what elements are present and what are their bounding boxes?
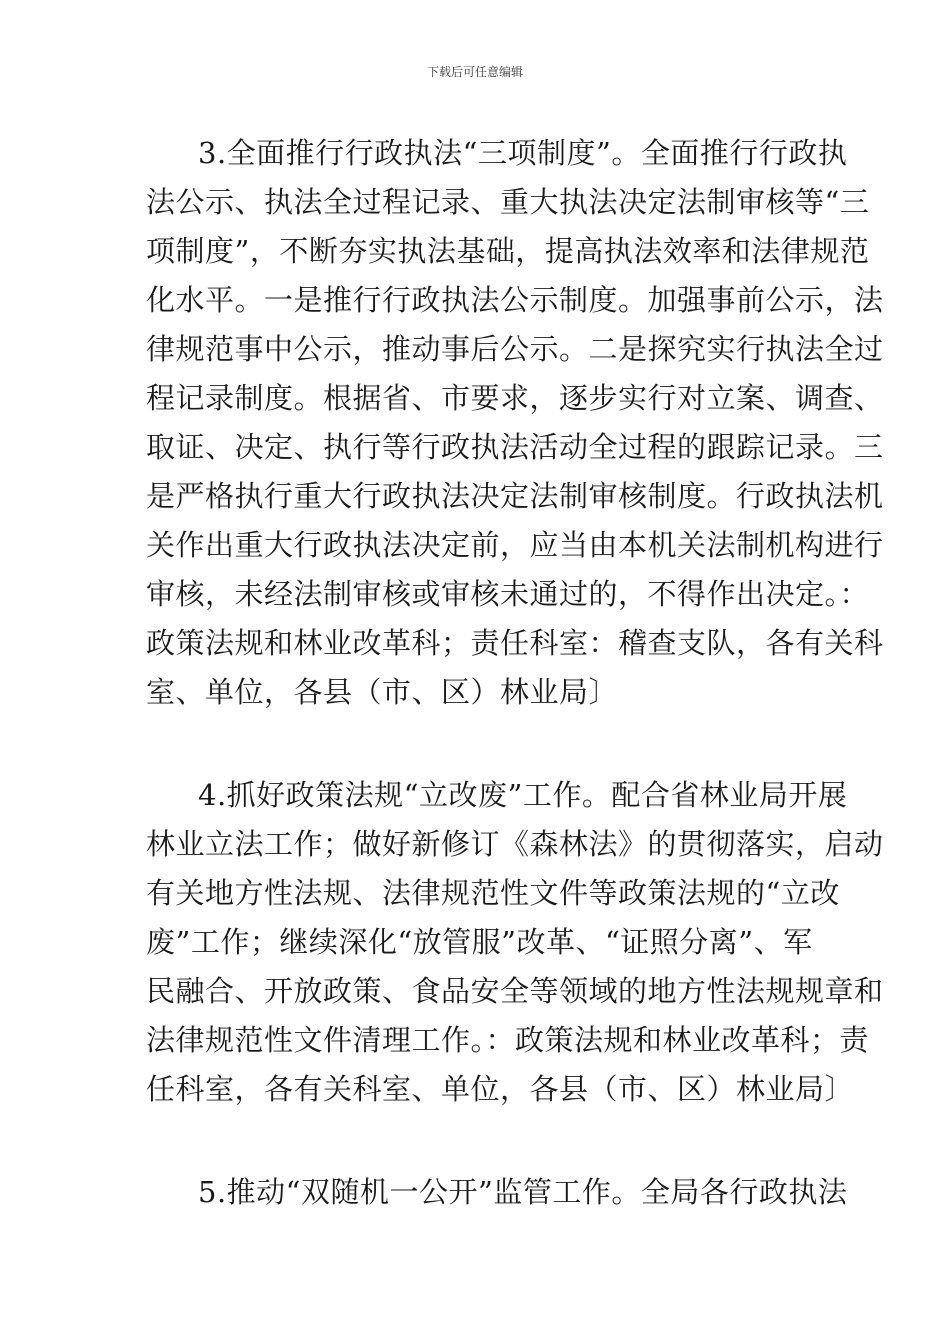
paragraph-3-line-3: 项制度”，不断夯实执法基础，提高执法效率和法律规范 bbox=[146, 234, 870, 268]
paragraph-3-line-8: 是严格执行重大行政执法决定法制审核制度。行政执法机 bbox=[146, 479, 884, 513]
paragraph-3-line-10: 审核，未经法制审核或审核未通过的，不得作出决定。： bbox=[146, 577, 870, 611]
paragraph-5-line-1: 5.推动“双随机一公开”监管工作。全局各行政执法 bbox=[198, 1175, 848, 1209]
paragraph-4-line-3: 有关地方性法规、法律规范性文件等政策法规的“立改 bbox=[146, 876, 840, 910]
paragraph-4-line-7: 任科室，各有关科室、单位，各县（市、区）林业局〕 bbox=[146, 1072, 855, 1106]
paragraph-3-line-6: 程记录制度。根据省、市要求，逐步实行对立案、调查、 bbox=[146, 381, 884, 415]
paragraph-4-line-4: 废”工作；继续深化“放管服”改革、“证照分离”、军 bbox=[146, 925, 813, 959]
paragraph-4-line-1: 4.抓好政策法规“立改废”工作。配合省林业局开展 bbox=[198, 778, 848, 812]
paragraph-4-line-2: 林业立法工作；做好新修订《森林法》的贯彻落实，启动 bbox=[146, 827, 884, 861]
paragraph-3-line-4: 化水平。一是推行行政执法公示制度。加强事前公示，法 bbox=[146, 283, 884, 317]
paragraph-4-line-6: 法律规范性文件清理工作。：政策法规和林业改革科；责 bbox=[146, 1023, 870, 1057]
paragraph-4-line-5: 民融合、开放政策、食品安全等领域的地方性法规规章和 bbox=[146, 974, 884, 1008]
paragraph-3-line-11: 政策法规和林业改革科；责任科室：稽查支队，各有关科 bbox=[146, 626, 884, 660]
paragraph-3-line-5: 律规范事中公示，推动事后公示。二是探究实行执法全过 bbox=[146, 332, 884, 366]
paragraph-3-line-1: 3.全面推行行政执法“三项制度”。全面推行行政执 bbox=[198, 136, 848, 170]
page-header: 下载后可任意编辑 bbox=[426, 65, 523, 79]
paragraph-3-line-12: 室、单位，各县（市、区）林业局〕 bbox=[146, 675, 619, 709]
paragraph-3-line-9: 关作出重大行政执法决定前，应当由本机关法制机构进行 bbox=[146, 528, 884, 562]
paragraph-3-line-7: 取证、决定、执行等行政执法活动全过程的跟踪记录。三 bbox=[146, 430, 884, 464]
paragraph-3-line-2: 法公示、执法全过程记录、重大执法决定法制审核等“三 bbox=[146, 185, 870, 219]
